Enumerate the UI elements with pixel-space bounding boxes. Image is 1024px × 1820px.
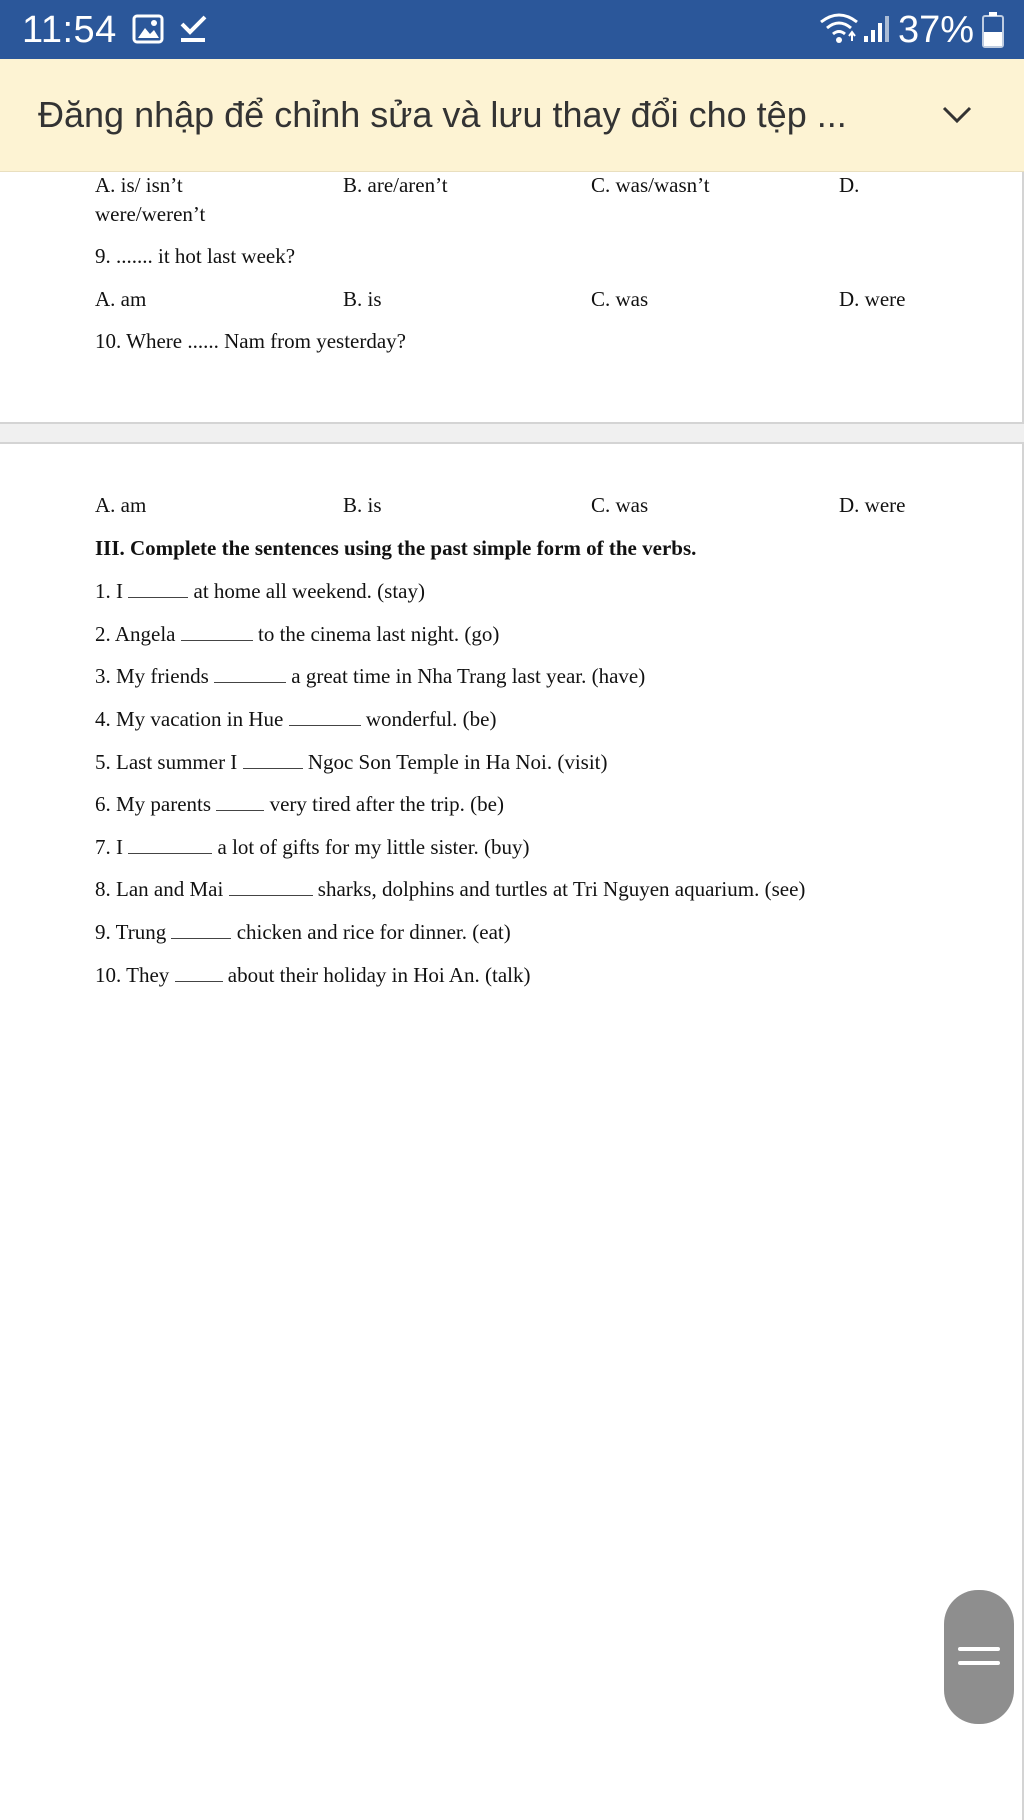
q8-option-c: C. was/wasn’t bbox=[591, 173, 710, 197]
document-page-2 bbox=[0, 444, 1024, 1820]
grip-line-icon bbox=[958, 1661, 1000, 1665]
sentence-text: 8. Lan and Mai bbox=[95, 877, 224, 901]
sentence-10 bbox=[95, 962, 530, 988]
sentence-text: chicken and rice for dinner. (eat) bbox=[236, 920, 511, 944]
sentence-text: wonderful. (be) bbox=[365, 707, 497, 731]
q10-option-c: C. was bbox=[591, 493, 649, 517]
sentence-4 bbox=[95, 706, 497, 732]
q9-option-b: B. is bbox=[343, 287, 382, 311]
sentence-text: Ngoc Son Temple in Ha Noi. (visit) bbox=[307, 750, 608, 774]
sentence-text: 10. They bbox=[95, 963, 170, 987]
answer-blank bbox=[181, 622, 253, 641]
q8-option-d-wrap: were/weren’t bbox=[95, 202, 206, 226]
q9-option-d: D. were bbox=[839, 287, 906, 311]
sentence-1 bbox=[95, 578, 425, 604]
answer-blank bbox=[175, 963, 223, 982]
q10-option-b: B. is bbox=[343, 493, 382, 517]
answer-blank bbox=[216, 792, 264, 811]
sign-in-banner[interactable] bbox=[0, 59, 1024, 172]
image-icon bbox=[132, 14, 164, 44]
sentence-text: to the cinema last night. (go) bbox=[257, 622, 500, 646]
status-time: 11:54 bbox=[22, 9, 117, 51]
sentence-text: very tired after the trip. (be) bbox=[269, 792, 504, 816]
q9-option-c: C. was bbox=[591, 287, 649, 311]
sentence-5 bbox=[95, 749, 608, 775]
answer-blank bbox=[214, 664, 286, 683]
signal-icon bbox=[862, 14, 892, 44]
section-heading: III. Complete the sentences using the past simple form of the verbs. bbox=[95, 536, 697, 560]
sentence-text: 6. My parents bbox=[95, 792, 212, 816]
sentence-text: 4. My vacation in Hue bbox=[95, 707, 284, 731]
grip-line-icon bbox=[958, 1647, 1000, 1651]
q9-option-a: A. am bbox=[95, 287, 147, 311]
sentence-text: a lot of gifts for my little sister. (buy) bbox=[217, 835, 530, 859]
wifi-icon bbox=[818, 12, 860, 46]
q8-option-b: B. are/aren’t bbox=[343, 173, 448, 197]
answer-blank bbox=[243, 750, 303, 769]
q8-option-a: A. is/ isn’t bbox=[95, 173, 183, 197]
answer-blank bbox=[128, 835, 212, 854]
sentence-text: sharks, dolphins and turtles at Tri Nguyen aquarium. (see) bbox=[317, 877, 806, 901]
q10-option-d: D. were bbox=[839, 493, 906, 517]
sentence-text: at home all weekend. (stay) bbox=[193, 579, 425, 603]
sentence-7 bbox=[95, 834, 530, 860]
sentence-6 bbox=[95, 791, 504, 817]
scroll-handle[interactable] bbox=[944, 1590, 1014, 1724]
sentence-text: 1. I bbox=[95, 579, 123, 603]
sentence-text: a great time in Nha Trang last year. (have) bbox=[291, 664, 646, 688]
sentence-text: 5. Last summer I bbox=[95, 750, 238, 774]
question-10: 10. Where ...... Nam from yesterday? bbox=[95, 329, 407, 353]
sentence-3 bbox=[95, 663, 645, 689]
download-done-icon bbox=[178, 14, 208, 44]
page-break bbox=[0, 424, 1024, 444]
chevron-down-icon[interactable] bbox=[940, 99, 974, 129]
sign-in-banner-text[interactable]: Đăng nhập để chỉnh sửa và lưu thay đổi cho tệp ... bbox=[38, 94, 847, 135]
sentence-8 bbox=[95, 876, 805, 902]
q10-option-a: A. am bbox=[95, 493, 147, 517]
sentence-text: 2. Angela bbox=[95, 622, 176, 646]
sentence-text: 3. My friends bbox=[95, 664, 209, 688]
sentence-9 bbox=[95, 919, 511, 945]
question-9: 9. ....... it hot last week? bbox=[95, 244, 296, 268]
q8-option-d: D. bbox=[839, 173, 860, 197]
answer-blank bbox=[229, 877, 313, 896]
answer-blank bbox=[128, 579, 188, 598]
sentence-2 bbox=[95, 621, 499, 647]
answer-blank bbox=[171, 920, 231, 939]
battery-icon bbox=[982, 12, 1004, 48]
sentence-text: about their holiday in Hoi An. (talk) bbox=[227, 963, 531, 987]
status-bar bbox=[0, 0, 1024, 59]
sentence-text: 9. Trung bbox=[95, 920, 167, 944]
battery-percentage: 37% bbox=[897, 9, 974, 51]
sentence-text: 7. I bbox=[95, 835, 123, 859]
answer-blank bbox=[289, 707, 361, 726]
document-page-1 bbox=[0, 172, 1024, 424]
